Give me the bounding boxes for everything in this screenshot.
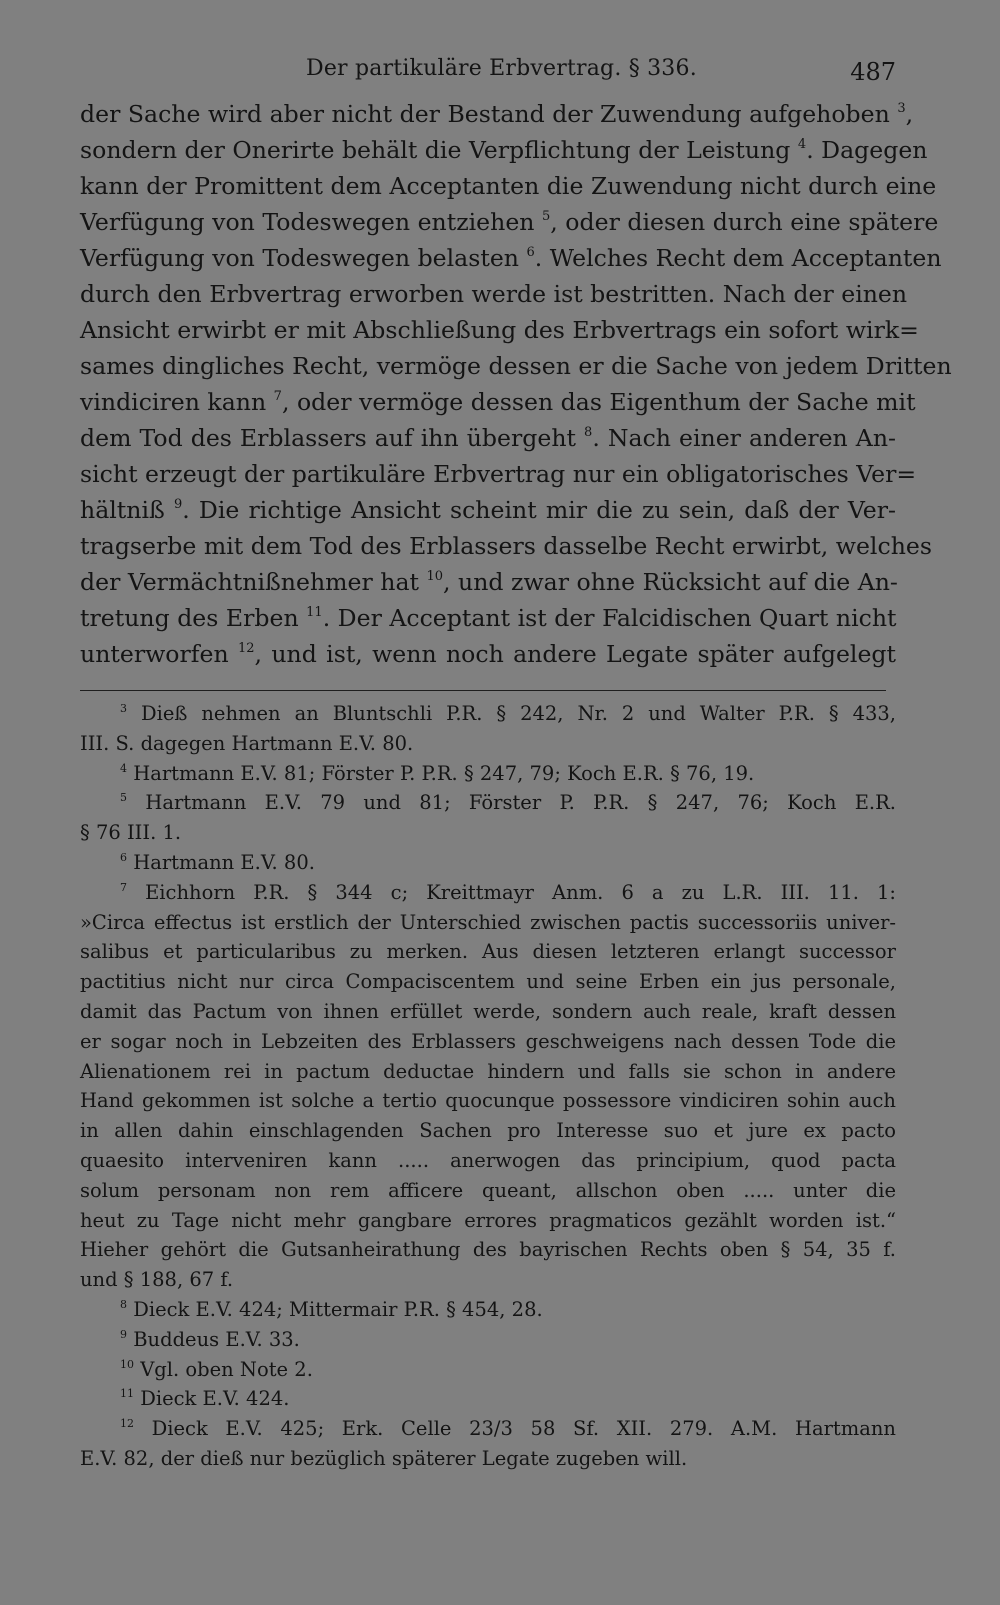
text-line-content: durch den Erbvertrag erworben werde ist bestritten. Nach der einen [80,280,908,308]
text-line [80,240,942,276]
text-line-content: der Sache wird aber nicht der Bestand der Zuwendung aufgehoben [80,100,898,128]
footnote-reference[interactable]: 3 [897,101,906,116]
footnote-6 [80,848,896,878]
footnotes [80,699,896,1474]
footnote-line [80,1146,896,1176]
footnote-reference[interactable]: 6 [526,245,535,260]
page-number: 487 [850,58,896,86]
footnote-reference[interactable]: 4 [797,137,807,152]
footnote-line-content: und § 188, 67 f. [80,1268,234,1292]
footnote-line-content: Dieck E.V. 424; Mittermair P.R. § 454, 28. [133,1297,543,1321]
footnote-12 [80,1414,896,1474]
text-line [80,420,896,456]
text-line [80,168,937,204]
footnote-line [80,759,896,789]
text-line [80,564,896,600]
footnote-line-content: Dieß nehmen an Bluntschli P.R. § 242, Nr. 2 und Walter P.R. § 433, [140,702,896,725]
page-header [80,52,896,96]
footnote-line [80,1057,896,1087]
footnote-line [80,699,896,729]
footnote-line [80,1325,896,1355]
text-line-content: hältniß [80,496,174,524]
text-line [80,492,896,528]
footnote-line [80,1086,896,1116]
text-line-content: Verfügung von Todeswegen entziehen [80,208,543,236]
footnote-line-content: »Circa effectus ist erstlich der Unterschied zwischen pactis successoriis univer- [80,910,896,934]
footnote-line [80,729,896,759]
footnote-3 [80,699,896,759]
text-line [80,204,939,240]
footnote-line [80,788,896,818]
footnote-line-content: Hand gekommen ist solche a tertio quocunque possessore vindiciren sohin auch [80,1089,896,1113]
footnote-line [80,997,896,1027]
footnote-reference[interactable]: 5 [542,209,551,224]
footnote-reference[interactable]: 9 [173,497,183,512]
text-line-content: der Vermächtnißnehmer hat [80,568,427,596]
footnote-line [80,908,896,938]
text-line [80,600,896,636]
text-line-content: unterworfen [80,640,238,668]
text-line-tail: , oder diesen durch eine spätere [550,208,939,236]
footnote-line [80,818,896,848]
footnote-line-content: Hartmann E.V. 79 und 81; Förster P. P.R. § 247, 76; Koch E.R. [145,791,897,815]
footnote-line-content: quaesito interveniren kann ..... anerwogen das principium, quod pacta [80,1148,896,1172]
text-line [80,456,917,492]
footnote-number: 4 [120,761,127,775]
footnote-number: 3 [120,702,127,715]
text-line-content: kann der Promittent dem Acceptanten die Zuwendung nicht durch eine [80,172,937,200]
footnote-line-content: Buddeus E.V. 33. [133,1327,300,1351]
text-line [80,384,916,420]
text-line-tail: . Der Acceptant ist der Falcidischen Quart nicht [322,604,897,632]
text-line [80,528,932,564]
footnote-reference[interactable]: 10 [426,569,444,584]
text-line [80,348,952,384]
footnote-line-content: heut zu Tage nicht mehr gangbare errores pragmaticos gezählt worden ist.“ [80,1208,896,1232]
text-line [80,132,928,168]
text-line-tail: . Dagegen [806,136,928,164]
footnote-reference[interactable]: 11 [306,605,323,620]
footnote-line-content: Hieher gehört die Gutsanheirathung des bayrischen Rechts oben § 54, 35 f. [80,1238,896,1262]
text-line [80,276,908,312]
text-line-content: vindiciren kann [80,388,274,416]
footnote-line [80,848,896,878]
footnote-line [80,1444,896,1474]
footnote-divider [80,690,886,691]
footnote-line [80,878,896,908]
footnote-line [80,1355,896,1385]
text-line-content: sames dingliches Recht, vermöge dessen er die Sache von jedem Dritten [80,352,952,380]
footnote-10 [80,1355,896,1385]
footnote-number: 6 [120,850,127,864]
footnote-line [80,1176,896,1206]
footnote-7 [80,878,896,1295]
footnote-line [80,1027,896,1057]
text-line-tail: , oder vermöge dessen das Eigenthum der Sache mit [281,388,916,416]
text-line-content: sicht erzeugt der partikuläre Erbvertrag nur ein obligatorisches Ver= [80,460,917,488]
footnote-5 [80,788,896,848]
footnote-line-content: Hartmann E.V. 80. [133,850,315,874]
footnote-line-content: E.V. 82, der dieß nur bezüglich späterer Legate zugeben will. [80,1446,688,1470]
footnote-line [80,1295,896,1325]
text-line-tail: , und zwar ohne Rücksicht auf die An- [443,568,898,596]
text-line-tail: , und ist, wenn noch andere Legate später aufgelegt [254,640,896,668]
footnote-line-content: er sogar noch in Lebzeiten des Erblassers geschweigens nach dessen Tode die [80,1029,896,1053]
text-line-tail: . Die richtige Ansicht scheint mir die zu sein, daß der Ver- [182,496,896,524]
footnote-line-content: in allen dahin einschlagenden Sachen pro Interesse suo et jure ex pacto [80,1119,896,1143]
footnote-4 [80,759,896,789]
footnote-line-content: § 76 III. 1. [80,821,182,845]
text-line-content: Ansicht erwirbt er mit Abschließung des Erbvertrags ein sofort wirk= [80,316,919,344]
footnote-number: 8 [120,1297,127,1311]
footnote-line-content: III. S. dagegen Hartmann E.V. 80. [80,731,414,755]
running-head: Der partikuläre Erbvertrag. § 336. [306,56,697,81]
footnote-line [80,1265,896,1295]
footnote-line-content: Hartmann E.V. 81; Förster P. P.R. § 247, 79; Koch E.R. § 76, 19. [133,761,755,785]
footnote-line-content: salibus et particularibus zu merken. Aus diesen letzteren erlangt successor [80,940,896,964]
footnote-line [80,937,896,967]
footnote-number: 12 [120,1417,134,1431]
footnote-line [80,1235,896,1265]
footnote-line-content: Eichhorn P.R. § 344 c; Kreittmayr Anm. 6 a zu L.R. III. 11. 1: [145,880,896,904]
footnote-line-content: damit das Pactum von ihnen erfüllet werde, sondern auch reale, kraft dessen [80,999,896,1023]
text-line-tail: , [905,100,914,128]
text-line [80,96,914,132]
footnote-number: 9 [120,1327,127,1341]
footnote-reference[interactable]: 8 [584,425,593,440]
text-line-content: tretung des Erben [80,604,307,632]
footnote-11 [80,1384,896,1414]
text-line-tail: . Welches Recht dem Acceptanten [534,244,942,272]
text-line-tail: . Nach einer anderen An- [592,424,896,452]
footnote-line-content: solum personam non rem afficere queant, allschon oben ..... unter die [80,1178,896,1202]
footnote-line [80,1206,896,1236]
footnote-reference[interactable]: 12 [238,641,255,656]
footnote-8 [80,1295,896,1325]
footnote-reference[interactable]: 7 [273,389,282,404]
footnote-line-content: pactitius nicht nur circa Compaciscentem und seine Erben ein jus personale, [80,970,896,994]
footnote-number: 10 [120,1357,134,1371]
main-text [80,96,952,672]
footnote-number: 7 [120,880,127,894]
footnote-number: 11 [120,1387,134,1401]
footnote-line-content: Vgl. oben Note 2. [140,1357,313,1381]
text-line [80,312,919,348]
text-line-content: Verfügung von Todeswegen belasten [80,244,527,272]
footnote-line-content: Dieck E.V. 424. [140,1387,290,1411]
footnote-line [80,1414,896,1444]
footnote-9 [80,1325,896,1355]
text-line-content: tragserbe mit dem Tod des Erblassers dasselbe Recht erwirbt, welches [80,532,932,560]
text-line-content: dem Tod des Erblassers auf ihn übergeht [80,424,585,452]
footnote-line [80,1116,896,1146]
footnote-line [80,1384,896,1414]
footnote-line-content: Alienationem rei in pactum deductae hindern und falls sie schon in andere [80,1059,896,1083]
footnote-line-content: Dieck E.V. 425; Erk. Celle 23/3 58 Sf. XII. 279. A.M. Hartmann [151,1417,896,1441]
footnote-line [80,967,896,997]
text-line-content: sondern der Onerirte behält die Verpflichtung der Leistung [80,136,798,164]
footnote-number: 5 [120,791,127,805]
text-line [80,636,896,672]
